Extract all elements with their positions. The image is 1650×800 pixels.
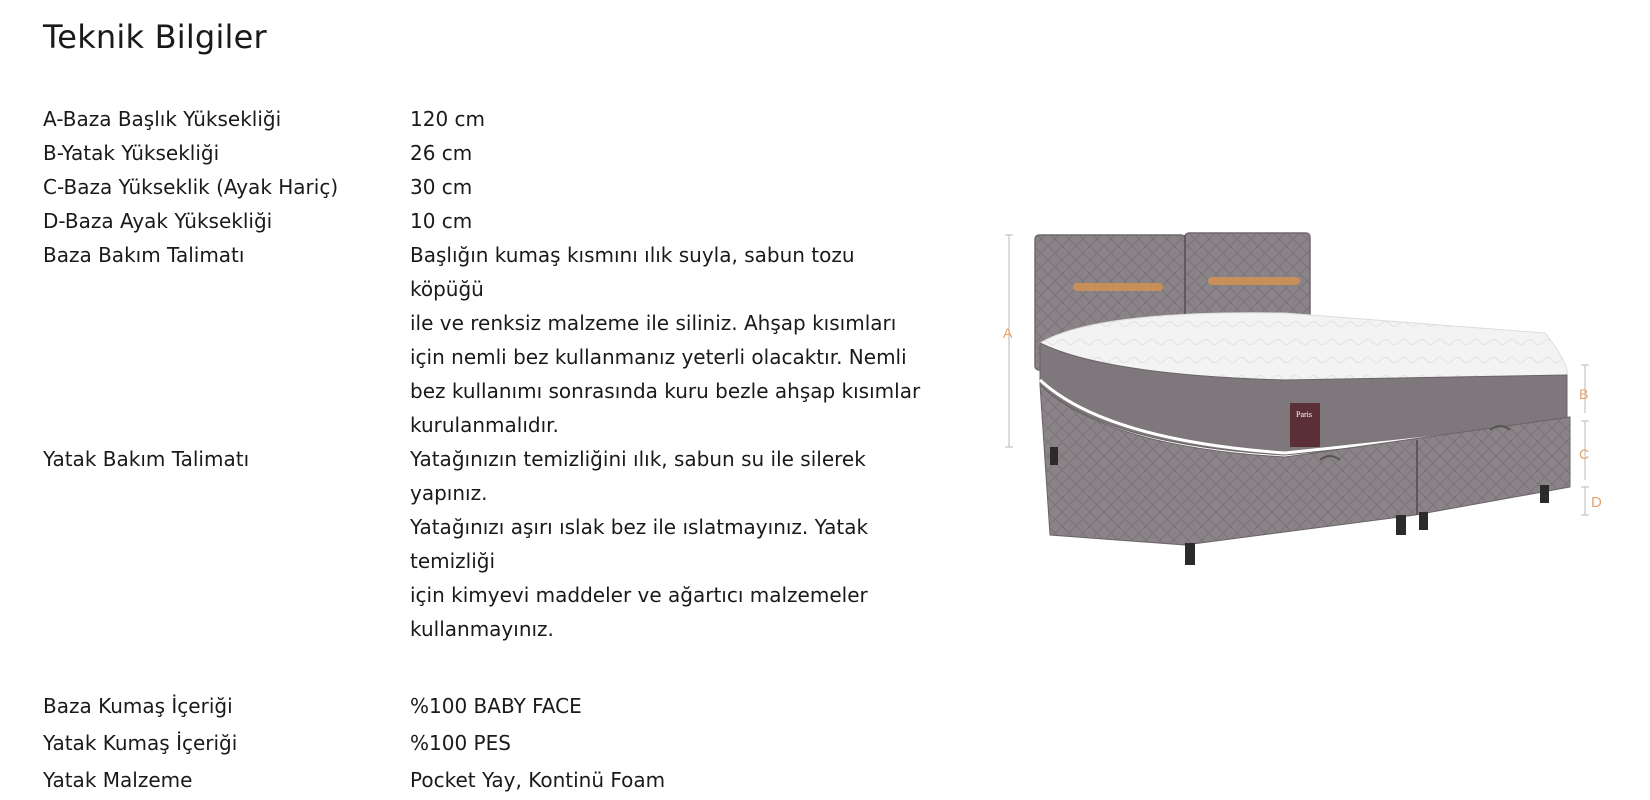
spec-label: C-Baza Yükseklik (Ayak Hariç) xyxy=(43,175,339,199)
spec-row xyxy=(43,238,933,442)
spec-value: Pocket Yay, Kontinü Foam xyxy=(410,768,666,792)
dimension-a xyxy=(1003,235,1013,447)
spec-value: 30 cm xyxy=(410,175,473,199)
spec-value: 26 cm xyxy=(410,141,473,165)
spec-row xyxy=(43,170,933,204)
dimension-a-letter: A xyxy=(1003,325,1013,341)
spec-label: A-Baza Başlık Yüksekliği xyxy=(43,107,282,131)
dimension-c xyxy=(1579,421,1589,480)
spec-label: Baza Kumaş İçeriği xyxy=(43,694,233,718)
spec-value: 10 cm xyxy=(410,209,473,233)
spec-value: %100 PES xyxy=(410,731,511,755)
dimension-b-letter: B xyxy=(1579,386,1589,402)
spec-row xyxy=(43,204,933,238)
spec-label: Yatak Kumaş İçeriği xyxy=(43,731,238,755)
spec-value: Yatağınızın temizliğini ılık, sabun su ile silerek yapınız. Yatağınızı aşırı ıslak bez ile ıslatmayınız. Yatak temizliği için kimyevi maddeler ve ağartıcı malzemeler kullanmayınız. xyxy=(410,447,869,641)
spec-value: Başlığın kumaş kısmını ılık suyla, sabun tozu köpüğü ile ve renksiz malzeme ile siliniz. Ahşap kısımları için nemli bez kullanmanız yeterli olacaktır. Nemli bez kullanımı sonrasında kuru bezle ahşap kısımlar kurulanmalıdır. xyxy=(410,243,921,437)
mattress-brand-label: Paris xyxy=(1296,410,1312,419)
dimension-d-letter: D xyxy=(1591,494,1602,511)
spec-label: B-Yatak Yüksekliği xyxy=(43,141,220,165)
spec-label: D-Baza Ayak Yüksekliği xyxy=(43,209,273,233)
spec-row xyxy=(43,102,933,136)
page-title: Teknik Bilgiler xyxy=(43,18,267,56)
bed-dimension-figure xyxy=(985,225,1645,615)
spec-table-bottom xyxy=(43,688,933,799)
spec-value: 120 cm xyxy=(410,107,486,131)
spec-row xyxy=(43,442,933,646)
spec-table-top xyxy=(43,102,933,646)
spec-label: Yatak Bakım Talimatı xyxy=(43,447,250,471)
spec-value: %100 BABY FACE xyxy=(410,694,582,718)
dimension-b xyxy=(1579,365,1589,413)
spec-label: Yatak Malzeme xyxy=(43,768,193,792)
dimension-d xyxy=(1581,487,1602,515)
dimension-c-letter: C xyxy=(1579,446,1590,462)
spec-row xyxy=(43,136,933,170)
spec-row xyxy=(43,725,933,762)
spec-label: Baza Bakım Talimatı xyxy=(43,243,245,267)
spec-row xyxy=(43,688,933,725)
spec-row xyxy=(43,762,933,799)
